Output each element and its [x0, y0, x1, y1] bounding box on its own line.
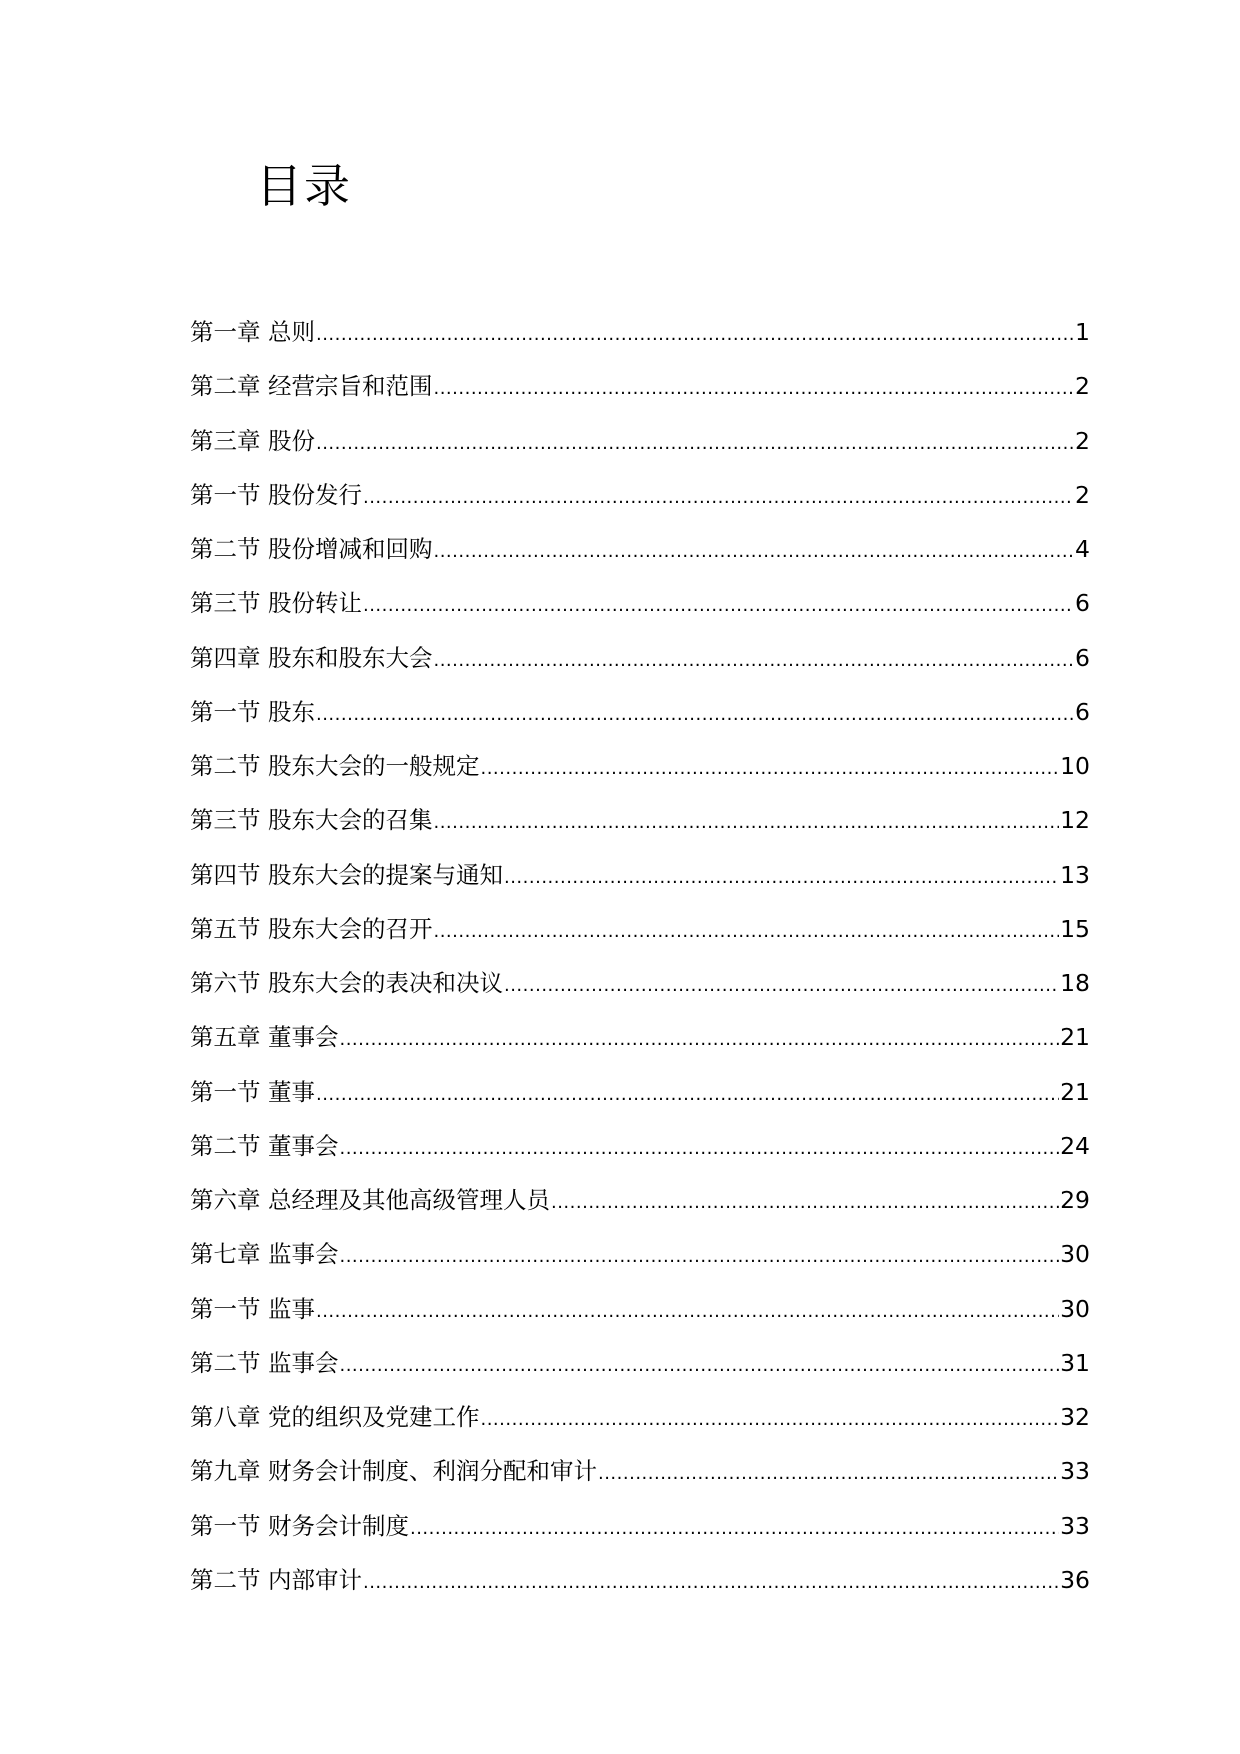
toc-dot-leader: [598, 1456, 1059, 1492]
toc-dot-leader: [316, 697, 1074, 733]
toc-entry-page-number: 36: [1060, 1565, 1090, 1594]
toc-entry-label: 第一节 监事: [190, 1294, 315, 1323]
toc-dot-leader: [480, 1402, 1059, 1438]
toc-entry-label: 第一章 总则: [190, 318, 315, 346]
toc-dot-leader: [316, 1294, 1059, 1330]
toc-entry[interactable]: [190, 423, 1090, 477]
toc-entry-page-number: 10: [1060, 752, 1090, 780]
toc-entry-page-number: 12: [1060, 806, 1090, 835]
toc-dot-leader: [433, 371, 1074, 407]
toc-entry[interactable]: [190, 1508, 1090, 1562]
page-title: 目录: [256, 159, 352, 213]
toc-entry-page-number: 6: [1075, 589, 1090, 618]
toc-entry-page-number: 31: [1060, 1348, 1090, 1377]
toc-entry-label: 第一节 财务会计制度: [190, 1511, 409, 1540]
toc-entry[interactable]: [190, 748, 1090, 802]
toc-entry-page-number: 15: [1060, 914, 1090, 943]
toc-entry-label: 第二章 经营宗旨和范围: [190, 372, 433, 401]
toc-dot-leader: [339, 1131, 1059, 1167]
toc-dot-leader: [433, 805, 1059, 841]
toc-dot-leader: [363, 1565, 1059, 1601]
toc-entry-page-number: 2: [1075, 372, 1090, 401]
toc-entry-page-number: 6: [1075, 643, 1090, 672]
toc-entry[interactable]: [190, 1128, 1090, 1182]
toc-entry-label: 第五节 股东大会的召开: [190, 914, 433, 943]
toc-entry-page-number: 21: [1060, 1023, 1090, 1052]
toc-entry-label: 第二节 股东大会的一般规定: [190, 752, 480, 780]
toc-entry-page-number: 33: [1060, 1457, 1090, 1486]
toc-dot-leader: [339, 1239, 1059, 1275]
toc-entry-label: 第一节 股份发行: [190, 480, 362, 509]
toc-dot-leader: [504, 968, 1059, 1004]
toc-entry[interactable]: [190, 585, 1090, 639]
toc-entry-page-number: 2: [1075, 426, 1090, 455]
toc-entry[interactable]: [190, 1291, 1090, 1345]
table-of-contents: [190, 314, 1090, 1616]
toc-entry[interactable]: [190, 640, 1090, 694]
toc-entry-page-number: 21: [1060, 1077, 1090, 1106]
toc-dot-leader: [339, 1022, 1059, 1058]
toc-entry-label: 第二节 董事会: [190, 1131, 339, 1160]
toc-entry-label: 第二节 监事会: [190, 1348, 339, 1377]
toc-entry[interactable]: [190, 1074, 1090, 1128]
toc-entry-label: 第六节 股东大会的表决和决议: [190, 969, 503, 997]
toc-entry-label: 第九章 财务会计制度、利润分配和审计: [190, 1457, 597, 1486]
toc-entry-page-number: 33: [1060, 1511, 1090, 1540]
toc-entry[interactable]: [190, 477, 1090, 531]
toc-entry-label: 第四章 股东和股东大会: [190, 643, 433, 672]
toc-entry-label: 第七章 监事会: [190, 1240, 339, 1269]
toc-entry[interactable]: [190, 1453, 1090, 1507]
toc-entry[interactable]: [190, 802, 1090, 856]
toc-dot-leader: [316, 1077, 1059, 1113]
toc-dot-leader: [339, 1348, 1059, 1384]
toc-entry-label: 第四节 股东大会的提案与通知: [190, 860, 503, 889]
toc-entry[interactable]: [190, 1019, 1090, 1073]
toc-entry-page-number: 1: [1075, 318, 1090, 346]
toc-entry-page-number: 4: [1075, 535, 1090, 563]
toc-dot-leader: [363, 480, 1074, 516]
toc-entry-label: 第三章 股份: [190, 426, 315, 455]
toc-entry-label: 第三节 股东大会的召集: [190, 806, 433, 835]
toc-entry-page-number: 18: [1060, 969, 1090, 997]
toc-entry-page-number: 2: [1075, 480, 1090, 509]
toc-entry-page-number: 6: [1075, 697, 1090, 726]
toc-entry[interactable]: [190, 1399, 1090, 1453]
toc-entry[interactable]: [190, 531, 1090, 585]
toc-dot-leader: [480, 751, 1059, 787]
toc-entry[interactable]: [190, 965, 1090, 1019]
toc-dot-leader: [316, 317, 1074, 353]
toc-entry-page-number: 30: [1060, 1240, 1090, 1269]
toc-dot-leader: [433, 534, 1074, 570]
toc-dot-leader: [551, 1185, 1059, 1221]
toc-entry[interactable]: [190, 1345, 1090, 1399]
toc-entry-page-number: 24: [1060, 1131, 1090, 1160]
toc-entry[interactable]: [190, 911, 1090, 965]
toc-entry-label: 第三节 股份转让: [190, 589, 362, 618]
toc-entry[interactable]: [190, 694, 1090, 748]
toc-dot-leader: [363, 588, 1074, 624]
toc-entry-page-number: 32: [1060, 1403, 1090, 1431]
toc-entry[interactable]: [190, 1236, 1090, 1290]
toc-dot-leader: [316, 426, 1074, 462]
toc-entry[interactable]: [190, 314, 1090, 368]
toc-dot-leader: [504, 860, 1059, 896]
toc-entry-label: 第二节 内部审计: [190, 1565, 362, 1594]
toc-entry[interactable]: [190, 857, 1090, 911]
toc-dot-leader: [433, 643, 1074, 679]
toc-entry[interactable]: [190, 1562, 1090, 1616]
toc-entry[interactable]: [190, 368, 1090, 422]
toc-entry-label: 第八章 党的组织及党建工作: [190, 1403, 480, 1431]
toc-entry-page-number: 30: [1060, 1294, 1090, 1323]
toc-entry-label: 第六章 总经理及其他高级管理人员: [190, 1186, 550, 1214]
toc-entry-label: 第五章 董事会: [190, 1023, 339, 1052]
toc-entry-label: 第一节 董事: [190, 1077, 315, 1106]
toc-entry-label: 第二节 股份增减和回购: [190, 535, 433, 563]
toc-entry-page-number: 29: [1060, 1186, 1090, 1214]
toc-entry-page-number: 13: [1060, 860, 1090, 889]
toc-dot-leader: [410, 1511, 1059, 1547]
toc-entry-label: 第一节 股东: [190, 697, 315, 726]
toc-entry[interactable]: [190, 1182, 1090, 1236]
toc-dot-leader: [433, 914, 1059, 950]
